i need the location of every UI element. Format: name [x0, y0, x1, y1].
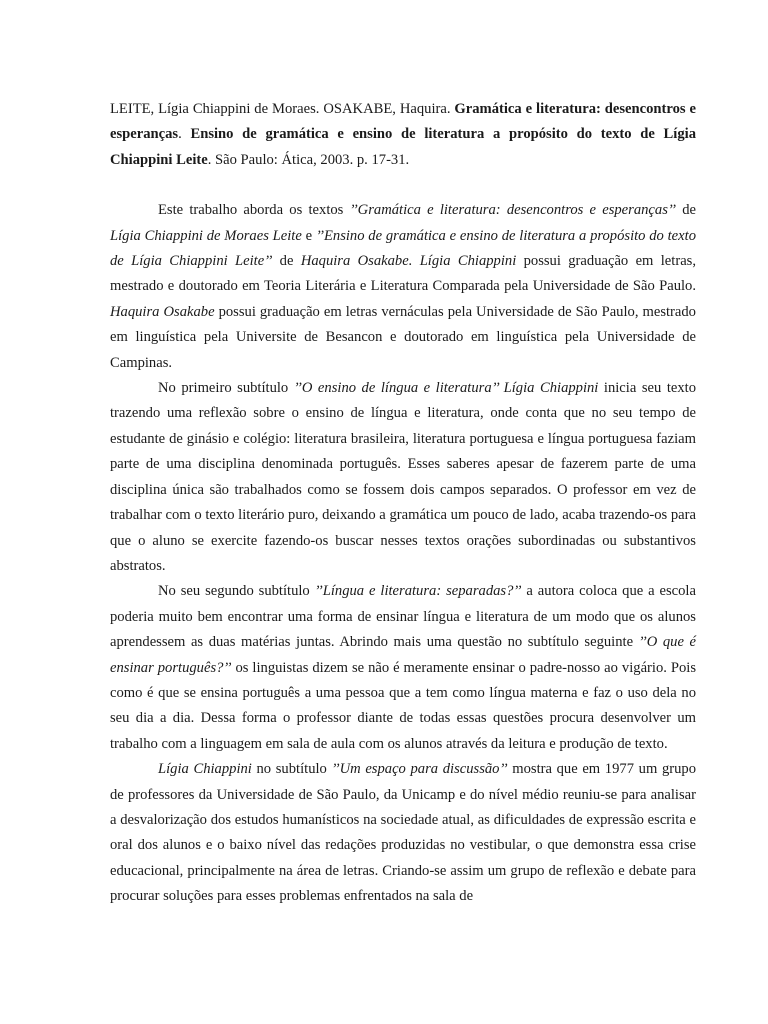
reference-separator: . [178, 126, 191, 143]
paragraph-italic: ’’Um espaço para discussão’’ [331, 761, 508, 778]
paragraph-text: Este trabalho aborda os textos [158, 202, 350, 219]
paragraph-text: no subtítulo [251, 761, 332, 778]
reference-publication: . São Paulo: Ática, 2003. p. 17-31. [207, 151, 410, 168]
paragraph-italic: Haquira Osakabe. Lígia Chiappini [300, 253, 517, 270]
paragraph-text: No primeiro subtítulo [158, 380, 294, 397]
paragraph-italic: ’’Língua e literatura: separadas?’’ [314, 583, 522, 600]
paragraph-text: possui graduação em letras, mestrado e doutorado em Teoria Literária e Literatura Comparada pela Universidade de São Paulo. [110, 253, 697, 295]
paragraph-text: os linguistas dizem se não é meramente ensinar o padre-nosso ao vigário. Pois como é que se ensina português a uma pessoa que a tem como língua materna e faz o uso dela no seu dia a dia. Dessa forma o professor diante de todas essas questões procura desenvolver um trabalho com a linguagem em sala de aula com os alunos através da leitura e produção de texto. [110, 659, 697, 752]
paragraph-4 [110, 757, 696, 909]
bibliographic-reference [110, 97, 696, 173]
reference-title-1: Gramática e literatura: desencontros e esperanças [110, 101, 696, 143]
paragraph-italic: ’’Gramática e literatura: desencontros e esperanças’’ [349, 202, 676, 219]
paragraph-text: possui graduação em letras vernáculas pela Universidade de São Paulo, mestrado em linguística pela Universite de Besancon e doutorado em linguística pela Universidade de Campinas. [110, 303, 696, 371]
paragraph-3 [110, 579, 696, 757]
paragraph-text: mostra que em 1977 um grupo de professores da Universidade de São Paulo, da Unicamp e do nível médio reuniu-se para analisar a desvalorização dos estudos humanísticos na sociedade atual, as dificuldades de expressão escrita e oral dos alunos e o baixo nível das redações produzidas no vestibular, o que demonstra essa crise educacional, principalmente na área de letras. Criando-se assim um grupo de reflexão e debate para procurar soluções para esses problemas enfrentados na sala de [110, 761, 696, 905]
paragraph-italic: Lígia Chiappini de Moraes Leite [110, 227, 302, 244]
paragraph-italic: ’’Ensino de gramática e ensino de literatura a propósito do texto de Lígia Chiappini Leite’’ [110, 227, 696, 270]
paragraph-italic: Haquira Osakabe [110, 303, 215, 320]
paragraph-text: inicia seu texto trazendo uma reflexão sobre o ensino de língua e literatura, onde conta que no seu tempo de estudante de ginásio e colégio: literatura brasileira, literatura portuguesa e língua portuguesa faziam parte de uma disciplina denominada português. Esses saberes apesar de fazerem parte de uma disciplina única são trabalhados como se fossem dois campos separados. O professor em vez de trabalhar com o texto literário puro, deixando a gramática um pouco de lado, acaba trazendo-os para que o aluno se exercite fazendo-os buscar nesses textos orações subordinadas ou substantivos abstratos. [110, 380, 697, 574]
paragraph-text: de [675, 202, 696, 219]
paragraph-text: No seu segundo subtítulo [158, 583, 315, 600]
paragraph-text: a autora coloca que a escola poderia muito bem encontrar uma forma de ensinar língua e literatura de um modo que os alunos aprendessem as duas matérias juntas. Abrindo mais uma questão no subtítulo seguinte [110, 583, 696, 651]
paragraph-italic: ’’O que é ensinar português?’’ [110, 634, 696, 676]
paragraph-text: e [301, 227, 316, 244]
paragraph-2 [110, 376, 696, 579]
paragraph-italic: Lígia Chiappini [158, 761, 252, 778]
reference-title-2: Ensino de gramática e ensino de literatura a propósito do texto de Lígia Chiappini Leite [110, 126, 696, 168]
document-page [110, 97, 696, 910]
paragraph-1 [110, 198, 696, 376]
reference-authors: LEITE, Lígia Chiappini de Moraes. OSAKABE, Haquira. [110, 101, 455, 117]
paragraph-text: de [272, 253, 301, 270]
paragraph-italic: ’’O ensino de língua e literatura’’ Lígia Chiappini [293, 380, 599, 397]
